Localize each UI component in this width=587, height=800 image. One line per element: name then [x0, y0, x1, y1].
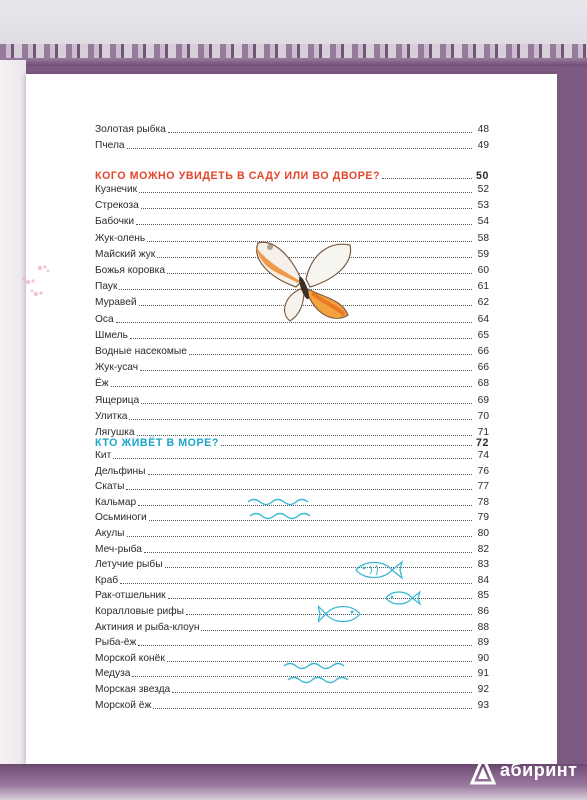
- toc-entry-page: 52: [477, 184, 489, 195]
- toc-entry-page: 62: [477, 297, 489, 309]
- toc-entry: [95, 136, 489, 152]
- dot-leader: [130, 338, 472, 339]
- toc-entry: [95, 326, 489, 342]
- toc-entry: [95, 212, 489, 228]
- toc-entry-title: Муравей: [95, 297, 137, 309]
- toc-entry-title: Кит: [95, 450, 112, 461]
- toc-entry-page: 79: [477, 512, 489, 524]
- toc-entry-page: 66: [477, 362, 489, 374]
- toc-entry-page: 72: [476, 437, 489, 449]
- toc-entry-page: 78: [477, 496, 489, 508]
- toc-entry-page: 59: [477, 248, 489, 260]
- toc-entry-page: 64: [477, 313, 489, 325]
- toc-entry-title: Морской ёж: [95, 699, 152, 711]
- dot-leader: [138, 645, 472, 646]
- toc-entry-title: Ящерица: [95, 394, 140, 406]
- toc-entry: [95, 602, 489, 618]
- toc-entry-title: Бабочки: [95, 216, 135, 228]
- toc-entry-page: 83: [477, 559, 489, 571]
- toc-entry: [95, 618, 489, 634]
- toc-entry-page: 54: [477, 216, 489, 228]
- fish-icon: [382, 588, 422, 608]
- toc-entry-title: Морской конёк: [95, 652, 165, 664]
- toc-entry-page: 50: [476, 170, 489, 182]
- toc-entry: [95, 555, 489, 571]
- toc-entry-title: Улитка: [95, 410, 128, 422]
- dot-leader: [113, 458, 472, 459]
- toc-entry-title: Краб: [95, 574, 119, 586]
- toc-entry-title: Божья коровка: [95, 265, 166, 276]
- toc-entry-page: 92: [477, 684, 489, 695]
- toc-entry: [95, 696, 489, 712]
- dot-leader: [120, 583, 472, 584]
- toc-entry-page: 65: [477, 329, 489, 341]
- toc-entry-page: 89: [477, 637, 489, 649]
- toc-entry-title: Ёж: [95, 378, 109, 390]
- toc-entry-page: 76: [477, 465, 489, 477]
- toc-entry-page: 82: [477, 543, 489, 555]
- page-left-margin: [0, 60, 26, 800]
- toc-entry-title: Золотая рыбка: [95, 124, 166, 135]
- toc-entry-title: Оса: [95, 313, 114, 325]
- fish-icon: [318, 602, 364, 626]
- toc-entry-page: 58: [477, 232, 489, 244]
- butterfly-icon: [250, 233, 360, 328]
- toc-entry-title: Меч-рыба: [95, 543, 142, 555]
- toc-entry: [95, 462, 489, 478]
- toc-entry: [95, 374, 489, 390]
- dot-leader: [126, 489, 472, 490]
- toc-entry-title: Рыба-ёж: [95, 637, 137, 649]
- dot-leader: [168, 598, 472, 599]
- dot-leader: [141, 208, 472, 209]
- toc-entry: [95, 196, 489, 212]
- dot-leader: [129, 419, 472, 420]
- watermark: [470, 752, 585, 788]
- dot-leader: [172, 692, 472, 693]
- toc-entry-title: Стрекоза: [95, 200, 139, 212]
- toc-entry: [95, 358, 489, 374]
- dot-leader: [136, 224, 472, 225]
- toc-entry-page: 68: [477, 378, 489, 390]
- wave-icon: [246, 496, 318, 524]
- toc-entry: [95, 180, 489, 196]
- dot-leader: [111, 386, 472, 387]
- toc-entry-title: Летучие рыбы: [95, 559, 163, 571]
- toc-entry-page: 61: [477, 281, 489, 293]
- dot-leader: [127, 148, 472, 149]
- toc-entry: [95, 633, 489, 649]
- toc-entry-title: Рак-отшельник: [95, 590, 166, 602]
- toc-entry-title: Акулы: [95, 528, 125, 539]
- toc-entry-page: 80: [477, 528, 489, 539]
- toc-entry-page: 90: [477, 652, 489, 664]
- toc-entry-page: 60: [477, 265, 489, 276]
- toc-section-title: КОГО МОЖНО УВИДЕТЬ В САДУ ИЛИ ВО ДВОРЕ?: [95, 170, 381, 182]
- toc-entry-page: 53: [477, 200, 489, 212]
- toc-entry: [95, 540, 489, 556]
- watermark-text: абиринт: [500, 759, 578, 780]
- toc-entry-title: Дельфины: [95, 465, 146, 477]
- toc-entry-title: Скаты: [95, 481, 125, 493]
- toc-entry: [95, 407, 489, 423]
- toc-entry-page: 74: [477, 450, 489, 461]
- toc-entry-page: 71: [477, 427, 489, 438]
- dot-leader: [189, 354, 472, 355]
- dot-leader: [148, 474, 473, 475]
- toc-entry-page: 48: [477, 124, 489, 135]
- book-binding-edge: [0, 44, 587, 58]
- toc-entry-page: 86: [477, 606, 489, 617]
- toc-section-title: КТО ЖИВЁТ В МОРЕ?: [95, 437, 219, 449]
- toc-entry-page: 85: [477, 590, 489, 602]
- toc-entry-page: 66: [477, 346, 489, 357]
- toc-entry-title: Коралловые рифы: [95, 606, 184, 617]
- toc-entry-page: 49: [477, 140, 489, 151]
- toc-entry-page: 77: [477, 481, 489, 493]
- toc-entry-title: Жук-олень: [95, 232, 146, 244]
- toc-entry-page: 93: [477, 699, 489, 711]
- toc-entry-title: Лягушка: [95, 427, 135, 438]
- labirint-logo-icon: [470, 755, 496, 785]
- dot-leader: [139, 192, 472, 193]
- toc-entry-title: Морская звезда: [95, 684, 171, 695]
- paw-prints-icon: [14, 262, 54, 302]
- toc-entry: [95, 391, 489, 407]
- toc-entry-title: Жук-усач: [95, 362, 139, 374]
- dot-leader: [127, 536, 472, 537]
- dot-leader: [153, 708, 472, 709]
- toc-entry-title: Майский жук: [95, 248, 156, 260]
- toc-entry-title: Осьминоги: [95, 512, 147, 524]
- toc-entry: [95, 524, 489, 540]
- toc-entry-page: 91: [477, 668, 489, 680]
- toc-entry: [95, 446, 489, 462]
- wave-icon: [282, 660, 356, 688]
- toc-entry: [95, 586, 489, 602]
- toc-entry: [95, 120, 489, 136]
- toc-entry-title: Актиния и рыба-клоун: [95, 621, 200, 633]
- toc-entry-title: Кузнечик: [95, 184, 138, 195]
- dot-leader: [382, 178, 472, 179]
- toc-entry-page: 70: [477, 410, 489, 422]
- book-cover-edge: [0, 58, 587, 66]
- dot-leader: [144, 552, 472, 553]
- toc-entry-title: Шмель: [95, 329, 128, 341]
- toc-entry-title: Медуза: [95, 668, 131, 680]
- dot-leader: [141, 403, 472, 404]
- toc-entry-title: Водные насекомые: [95, 346, 187, 357]
- dot-leader: [168, 132, 472, 133]
- toc-entry-page: 69: [477, 394, 489, 406]
- toc-entry-page: 88: [477, 621, 489, 633]
- toc-entry: [95, 571, 489, 587]
- toc-entry-title: Пчела: [95, 140, 125, 151]
- toc-entry-title: Кальмар: [95, 496, 137, 508]
- dot-leader: [140, 370, 472, 371]
- toc-entry-page: 84: [477, 574, 489, 586]
- toc-entry-title: Паук: [95, 281, 118, 293]
- fish-icon: [352, 558, 404, 582]
- toc-entry: [95, 477, 489, 493]
- toc-entry: [95, 342, 489, 358]
- dot-leader: [165, 567, 472, 568]
- dot-leader: [201, 630, 472, 631]
